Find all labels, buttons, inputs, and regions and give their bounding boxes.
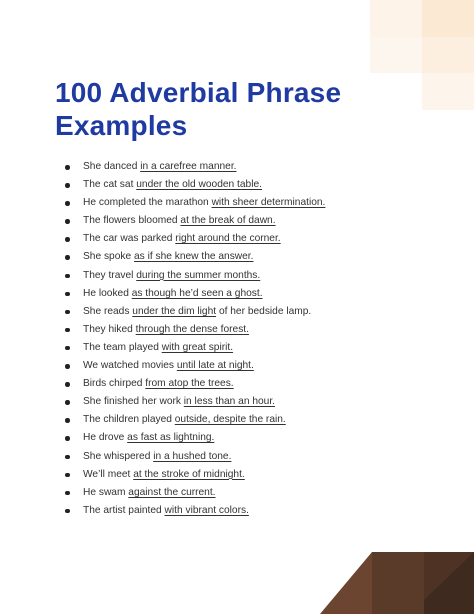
list-item: She spoke as if she knew the answer. bbox=[62, 248, 325, 266]
bullet-icon bbox=[65, 491, 70, 496]
adverbial-phrase: right around the corner. bbox=[175, 233, 281, 245]
list-item: She finished her work in less than an hour. bbox=[62, 393, 325, 411]
title-line-1: 100 Adverbial Phrase bbox=[55, 77, 342, 108]
list-item: The children played outside, despite the rain. bbox=[62, 411, 325, 429]
adverbial-phrase: under the old wooden table. bbox=[136, 179, 262, 191]
adverbial-phrase: under the dim light bbox=[132, 305, 217, 317]
adverbial-phrase: through the dense forest. bbox=[135, 323, 249, 335]
adverbial-phrase: until late at night. bbox=[176, 360, 254, 372]
bullet-icon bbox=[65, 473, 70, 478]
adverbial-phrase: at the break of dawn. bbox=[180, 215, 276, 227]
title-line-2: Examples bbox=[55, 110, 188, 141]
adverbial-phrase: with great spirit. bbox=[161, 341, 234, 353]
list-item: They travel during the summer months. bbox=[62, 267, 325, 285]
bullet-icon bbox=[65, 346, 70, 351]
list-item: She danced in a carefree manner. bbox=[62, 158, 325, 176]
list-item: They hiked through the dense forest. bbox=[62, 321, 325, 339]
bullet-icon bbox=[65, 219, 70, 224]
bullet-icon bbox=[65, 509, 70, 514]
bullet-icon bbox=[65, 418, 70, 423]
bullet-icon bbox=[65, 382, 70, 387]
list-item: The cat sat under the old wooden table. bbox=[62, 176, 325, 194]
list-item: We watched movies until late at night. bbox=[62, 357, 325, 375]
bullet-icon bbox=[65, 237, 70, 242]
adverbial-phrase: as fast as lightning. bbox=[127, 432, 215, 444]
list-item: He swam against the current. bbox=[62, 484, 325, 502]
adverbial-phrase: with sheer determination. bbox=[211, 197, 326, 209]
adverbial-phrase: as though he’d seen a ghost. bbox=[131, 287, 263, 299]
bullet-icon bbox=[65, 364, 70, 369]
bullet-icon bbox=[65, 292, 70, 297]
adverbial-phrase: in less than an hour. bbox=[183, 396, 275, 408]
adverbial-phrase: at the stroke of midnight. bbox=[133, 468, 245, 480]
adverbial-phrase: during the summer months. bbox=[136, 269, 261, 281]
adverbial-phrase: as if she knew the answer. bbox=[133, 251, 254, 263]
page-title bbox=[55, 76, 341, 142]
list-item: The team played with great spirit. bbox=[62, 339, 325, 357]
bullet-icon bbox=[65, 455, 70, 460]
list-item: The car was parked right around the corner. bbox=[62, 230, 325, 248]
adverbial-phrase: in a hushed tone. bbox=[153, 450, 232, 462]
list-item: The flowers bloomed at the break of dawn. bbox=[62, 212, 325, 230]
adverbial-phrase: from atop the trees. bbox=[145, 378, 234, 390]
bullet-icon bbox=[65, 165, 70, 170]
examples-list bbox=[62, 158, 325, 520]
bullet-icon bbox=[65, 274, 70, 279]
bullet-icon bbox=[65, 255, 70, 260]
adverbial-phrase: with vibrant colors. bbox=[164, 504, 249, 516]
list-item: The artist painted with vibrant colors. bbox=[62, 502, 325, 520]
bullet-icon bbox=[65, 328, 70, 333]
list-item: She whispered in a hushed tone. bbox=[62, 448, 325, 466]
bullet-icon bbox=[65, 436, 70, 441]
bullet-icon bbox=[65, 400, 70, 405]
adverbial-phrase: in a carefree manner. bbox=[140, 161, 237, 172]
list-item: Birds chirped from atop the trees. bbox=[62, 375, 325, 393]
adverbial-phrase: outside, despite the rain. bbox=[174, 414, 286, 426]
list-item: We’ll meet at the stroke of midnight. bbox=[62, 466, 325, 484]
list-item: He completed the marathon with sheer determination. bbox=[62, 194, 325, 212]
bullet-icon bbox=[65, 201, 70, 206]
bullet-icon bbox=[65, 310, 70, 315]
deco-block bbox=[372, 552, 424, 614]
list-item: He drove as fast as lightning. bbox=[62, 429, 325, 447]
list-item: He looked as though he’d seen a ghost. bbox=[62, 285, 325, 303]
adverbial-phrase: against the current. bbox=[128, 486, 216, 498]
list-item: She reads under the dim light of her bedside lamp. bbox=[62, 303, 325, 321]
bullet-icon bbox=[65, 183, 70, 188]
